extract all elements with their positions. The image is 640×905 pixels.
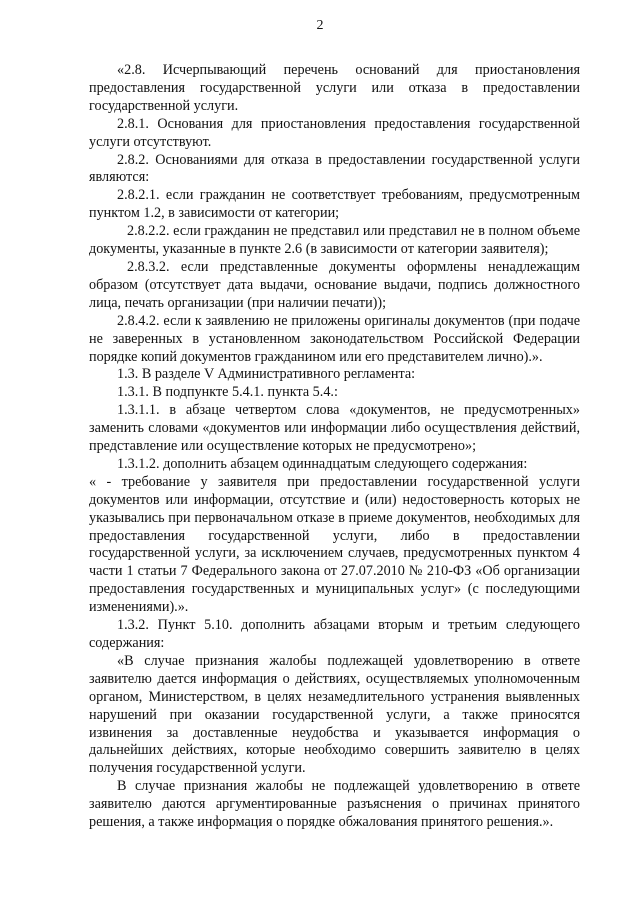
paragraph-2-8-3-2: 2.8.3.2. если представленные документы оформлены ненадлежащим образом (отсутствует дата выдачи, основание выдачи, подпись должностного лица, печать организации (при наличии печати));	[89, 258, 580, 311]
paragraph-2-8-heading: «2.8. Исчерпывающий перечень оснований для приостановления предоставления государственной услуги или отказа в предоставлении государственной услуги.	[89, 62, 580, 114]
paragraph-1-3: 1.3. В разделе V Административного регламента:	[117, 366, 416, 383]
paragraph-2-8-2-1: 2.8.2.1. если гражданин не соответствует требованиям, предусмотренным пунктом 1.2, в зависимости от категории;	[89, 187, 580, 222]
paragraph-1-3-1-2: 1.3.1.2. дополнить абзацем одиннадцатым следующего содержания:	[117, 455, 528, 472]
paragraph-complaint-rejected: В случае признания жалобы не подлежащей удовлетворению в ответе заявителю даются аргументированные разъяснения о причинах принятого решения, а также информация о порядке обжалования принятого решения.».	[89, 778, 580, 831]
paragraph-1-3-2: 1.3.2. Пункт 5.10. дополнить абзацами вторым и третьим следующего содержания:	[89, 617, 580, 651]
paragraph-2-8-2: 2.8.2. Основаниями для отказа в предоставлении государственной услуги являются:	[89, 151, 580, 186]
paragraph-2-8-2-2: 2.8.2.2. если гражданин не представил или представил не в полном объеме документы, указанные в пункте 2.6 (в зависимости от категории заявителя);	[89, 223, 580, 258]
paragraph-1-3-1: 1.3.1. В подпункте 5.4.1. пункта 5.4.:	[117, 384, 338, 401]
paragraph-complaint-satisfied: «В случае признания жалобы подлежащей удовлетворению в ответе заявителю дается информация о действиях, осуществляемых уполномоченным органом, Министерством, в целях незамедлительного устранения выявленных нарушений при оказании государственной услуги, а также приносятся извинения за доставленные неудобства и указывается информация о дальнейших действиях, которые необходимо совершить заявителю в целях получения государственной услуги.	[89, 652, 580, 777]
paragraph-1-3-1-1: 1.3.1.1. в абзаце четвертом слова «документов, не предусмотренных» заменить словами «документов или информации либо осуществления действий, представление или осуществление которых не предусмотрено»;	[89, 402, 580, 455]
paragraph-2-8-1: 2.8.1. Основания для приостановления предоставления государственной услуги отсутствуют.	[89, 115, 580, 150]
page-number: 2	[316, 18, 324, 33]
paragraph-requirement-quote: « - требование у заявителя при предоставлении государственной услуги документов или информации, отсутствие и (или) недостоверность которых не указывались при первоначальном отказе в приеме документов, необходимых для предоставления государственной услуги, либо в предоставлении государственной услуги, за исключением случаев, предусмотренных пунктом 4 части 1 статьи 7 Федерального закона от 27.07.2010 № 210-ФЗ «Об организации предоставления государственных и муниципальных услуг» (с последующими изменениями).».	[89, 473, 580, 616]
paragraph-2-8-4-2: 2.8.4.2. если к заявлению не приложены оригиналы документов (при подаче не заверенных в установленном законодательством Российской Федерации порядке копий документов гражданином или его представителем лично).».	[89, 312, 580, 365]
document-body	[89, 62, 580, 832]
